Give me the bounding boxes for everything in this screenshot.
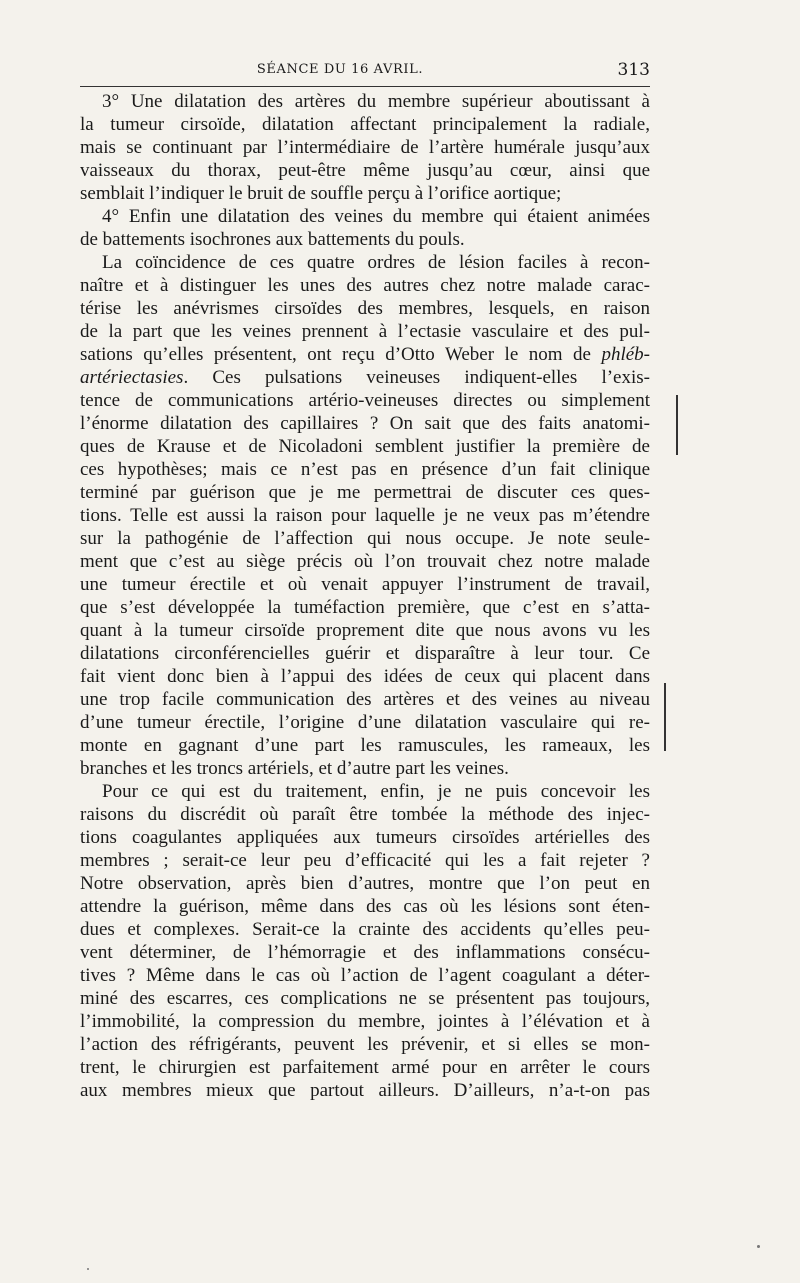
text-line: dues et complexes. Serait-ce la crainte des accidents qu’elles peu- bbox=[80, 919, 650, 940]
text-line: fait vient donc bien à l’appui des idées de ceux qui placent dans bbox=[80, 666, 650, 687]
text-line: La coïncidence de ces quatre ordres de lésion faciles à recon- bbox=[102, 252, 650, 273]
paper-speck bbox=[87, 1268, 89, 1270]
paper-speck bbox=[757, 1245, 760, 1248]
text-line: mais se continuant par l’intermédiaire de l’artère humérale jusqu’aux bbox=[80, 137, 650, 158]
text-line: trent, le chirurgien est parfaitement armé pour en arrêter le cours bbox=[80, 1057, 650, 1078]
running-title: SÉANCE DU 16 AVRIL. bbox=[256, 62, 424, 77]
header-rule bbox=[80, 86, 650, 87]
text-line: une tumeur érectile et où venait appuyer l’instrument de travail, bbox=[80, 574, 650, 595]
text-line: Notre observation, après bien d’autres, montre que l’on peut en bbox=[80, 873, 650, 894]
text-line: tions. Telle est aussi la raison pour laquelle je ne veux pas m’étendre bbox=[80, 505, 650, 526]
text-line: de la part que les veines prennent à l’ectasie vasculaire et des pul- bbox=[80, 321, 650, 342]
text-line: monte en gagnant d’une part les ramuscules, les rameaux, les bbox=[80, 735, 650, 756]
text-line: vent déterminer, de l’hémorragie et des inflammations consécu- bbox=[80, 942, 650, 963]
text-line: 3° Une dilatation des artères du membre supérieur aboutissant à bbox=[102, 91, 650, 112]
page-number: 313 bbox=[617, 60, 650, 80]
text-line: tives ? Même dans le cas où l’action de l’agent coagulant a déter- bbox=[80, 965, 650, 986]
text-line bbox=[80, 366, 650, 389]
body-text bbox=[80, 90, 650, 1102]
text-line: une trop facile communication des artères et des veines au niveau bbox=[80, 689, 650, 710]
text-line: dilatations circonférencielles guérir et disparaître à leur tour. Ce bbox=[80, 643, 650, 664]
text-line: de battements isochrones aux battements du pouls. bbox=[80, 229, 465, 250]
margin-mark bbox=[676, 395, 678, 455]
text-line: naître et à distinguer les unes des autres chez notre malade carac- bbox=[80, 275, 650, 296]
text-line: l’immobilité, la compression du membre, jointes à l’élévation et à bbox=[80, 1011, 650, 1032]
italic-term: phléb- bbox=[601, 344, 650, 365]
text-line: térise les anévrismes cirsoïdes des membres, lesquels, en raison bbox=[80, 298, 650, 319]
line-segment: . Ces pulsations veineuses indiquent-elles l’exis- bbox=[183, 367, 650, 388]
text-line: Pour ce qui est du traitement, enfin, je ne puis concevoir les bbox=[102, 781, 650, 802]
text-line: vaisseaux du thorax, peut-être même jusqu’au cœur, ainsi que bbox=[80, 160, 650, 181]
text-line: tence de communications artério-veineuses directes ou simplement bbox=[80, 390, 650, 411]
text-line: branches et les troncs artériels, et d’autre part les veines. bbox=[80, 758, 509, 779]
line-segment: sations qu’elles présentent, ont reçu d’Otto Weber le nom de bbox=[80, 344, 602, 365]
text-line: tions coagulantes appliquées aux tumeurs cirsoïdes artérielles des bbox=[80, 827, 650, 848]
text-line: ment que c’est au siège précis où l’on trouvait chez notre malade bbox=[80, 551, 650, 572]
text-line: la tumeur cirsoïde, dilatation affectant principalement la radiale, bbox=[80, 114, 650, 135]
margin-mark bbox=[664, 683, 666, 751]
text-line: ces hypothèses; mais ce n’est pas en présence d’un fait clinique bbox=[80, 459, 650, 480]
text-line: attendre la guérison, même dans des cas où les lésions sont éten- bbox=[80, 896, 650, 917]
text-line: raisons du discrédit où paraît être tombée la méthode des injec- bbox=[80, 804, 650, 825]
text-line: sur la pathogénie de l’affection qui nous occupe. Je note seule- bbox=[80, 528, 650, 549]
text-line: que s’est développée la tuméfaction première, que c’est en s’atta- bbox=[80, 597, 650, 618]
text-line: semblait l’indiquer le bruit de souffle perçu à l’orifice aortique; bbox=[80, 183, 562, 204]
text-line: 4° Enfin une dilatation des veines du membre qui étaient animées bbox=[102, 206, 650, 227]
text-line: aux membres mieux que partout ailleurs. D’ailleurs, n’a-t-on pas bbox=[80, 1080, 650, 1101]
text-line: l’action des réfrigérants, peuvent les prévenir, et si elles se mon- bbox=[80, 1034, 650, 1055]
page-header bbox=[80, 62, 650, 84]
text-line: membres ; serait-ce leur peu d’efficacité qui les a fait rejeter ? bbox=[80, 850, 650, 871]
italic-term: artériectasies bbox=[80, 367, 184, 388]
text-line: quant à la tumeur cirsoïde proprement dite que nous avons vu les bbox=[80, 620, 650, 641]
text-line: miné des escarres, ces complications ne se présentent pas toujours, bbox=[80, 988, 650, 1009]
text-line: l’énorme dilatation des capillaires ? On sait que des faits anatomi- bbox=[80, 413, 650, 434]
text-line: ques de Krause et de Nicoladoni semblent justifier la première de bbox=[80, 436, 650, 457]
text-line: d’une tumeur érectile, l’origine d’une dilatation vasculaire qui re- bbox=[80, 712, 650, 733]
text-line: terminé par guérison que je me permettrai de discuter ces ques- bbox=[80, 482, 650, 503]
text-line bbox=[80, 343, 650, 366]
